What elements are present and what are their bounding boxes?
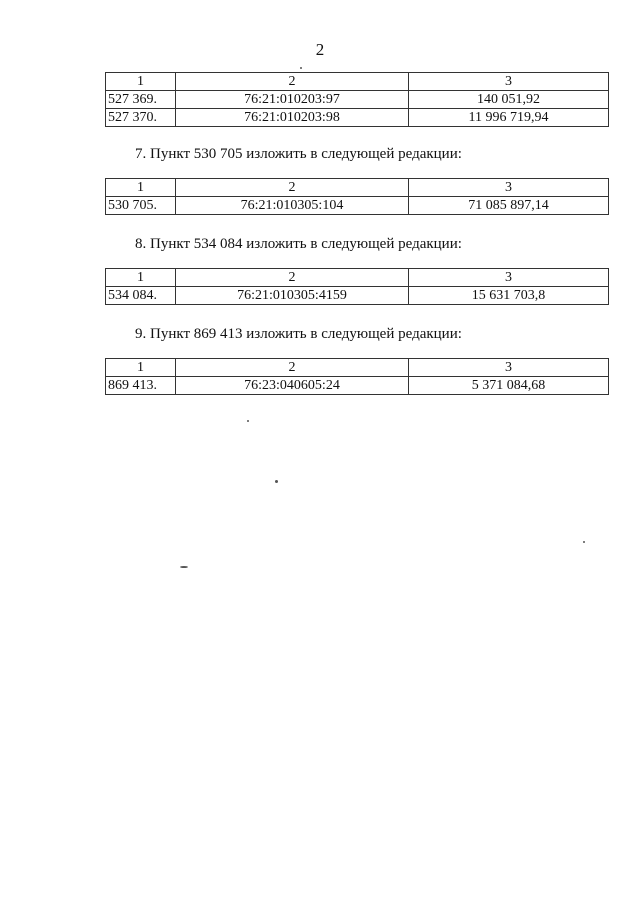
table-row — [106, 287, 609, 305]
table-row — [106, 377, 609, 395]
paragraph-item-7: 7. Пункт 530 705 изложить в следующей редакции: — [135, 146, 462, 162]
cadastral-number-cell: 76:21:010305:4159 — [176, 287, 409, 305]
value-cell: 15 631 703,8 — [409, 287, 609, 305]
scan-speck — [300, 67, 302, 69]
table-item-530705 — [105, 178, 609, 215]
value-cell: 71 085 897,14 — [409, 197, 609, 215]
scan-speck — [247, 420, 249, 422]
table-row — [106, 109, 609, 127]
header-cell-2: 2 — [176, 179, 409, 197]
header-cell-3: 3 — [409, 359, 609, 377]
scan-speck — [180, 566, 188, 568]
item-number-cell: 534 084. — [106, 287, 176, 305]
table-header-row — [106, 269, 609, 287]
table-row — [106, 91, 609, 109]
value-cell: 11 996 719,94 — [409, 109, 609, 127]
cadastral-number-cell: 76:21:010203:98 — [176, 109, 409, 127]
table-item-869413 — [105, 358, 609, 395]
header-cell-3: 3 — [409, 179, 609, 197]
table-header-row — [106, 179, 609, 197]
value-cell: 5 371 084,68 — [409, 377, 609, 395]
header-cell-3: 3 — [409, 73, 609, 91]
item-number-cell: 527 370. — [106, 109, 176, 127]
table-row — [106, 197, 609, 215]
paragraph-item-8: 8. Пункт 534 084 изложить в следующей редакции: — [135, 236, 462, 252]
header-cell-2: 2 — [176, 359, 409, 377]
header-cell-3: 3 — [409, 269, 609, 287]
item-number-cell: 869 413. — [106, 377, 176, 395]
scan-speck — [583, 541, 585, 543]
page-number: 2 — [315, 40, 325, 59]
header-cell-2: 2 — [176, 73, 409, 91]
header-cell-1: 1 — [106, 359, 176, 377]
cadastral-number-cell: 76:21:010203:97 — [176, 91, 409, 109]
table-header-row — [106, 73, 609, 91]
table-items-527 — [105, 72, 609, 127]
paragraph-item-9: 9. Пункт 869 413 изложить в следующей редакции: — [135, 326, 462, 342]
cadastral-number-cell: 76:21:010305:104 — [176, 197, 409, 215]
table-item-534084 — [105, 268, 609, 305]
cadastral-number-cell: 76:23:040605:24 — [176, 377, 409, 395]
header-cell-1: 1 — [106, 73, 176, 91]
header-cell-1: 1 — [106, 179, 176, 197]
value-cell: 140 051,92 — [409, 91, 609, 109]
header-cell-1: 1 — [106, 269, 176, 287]
item-number-cell: 530 705. — [106, 197, 176, 215]
table-header-row — [106, 359, 609, 377]
item-number-cell: 527 369. — [106, 91, 176, 109]
header-cell-2: 2 — [176, 269, 409, 287]
scan-speck — [275, 480, 278, 483]
